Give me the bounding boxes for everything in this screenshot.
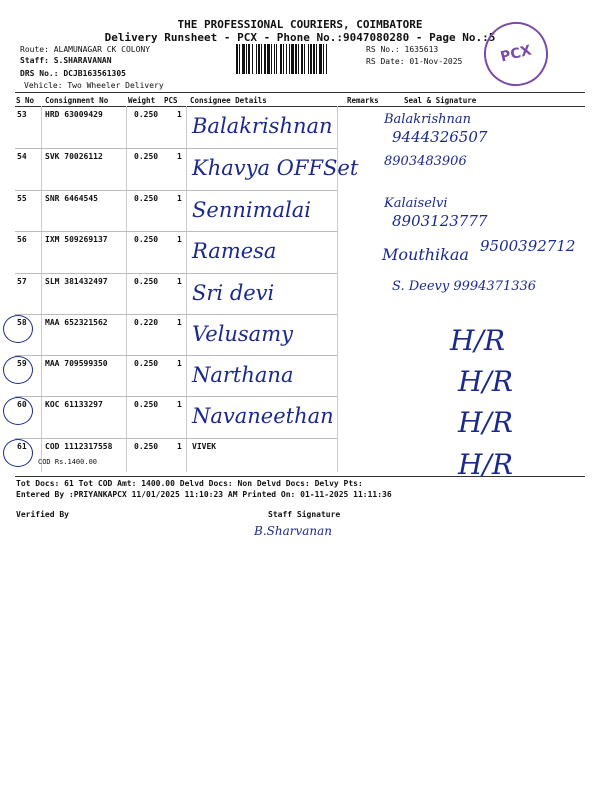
row-circle-mark (3, 315, 33, 343)
row-sno: 60 (17, 400, 27, 409)
barcode-bar (236, 44, 238, 74)
row-weight: 0.250 (134, 235, 159, 244)
col-divider (41, 106, 42, 472)
row-divider (15, 355, 337, 356)
row-consignment: HRD 63009429 (45, 110, 103, 119)
row-divider (15, 396, 337, 397)
row-phone: 8903123777 (392, 212, 488, 230)
barcode-bar (248, 44, 250, 74)
barcode-bar (326, 44, 327, 74)
row-sno: 58 (17, 318, 27, 327)
runsheet-subtitle: Delivery Runsheet - PCX - Phone No.:9047080280 - Page No.:5 (104, 31, 496, 44)
drs-label: DRS No.: DCJB163561305 (20, 69, 126, 78)
row-consignment: COD 1112317558 (45, 442, 113, 451)
row-sno: 56 (17, 235, 27, 244)
row-consignment: SNR 6464545 (45, 194, 98, 203)
barcode-bar (286, 44, 287, 74)
barcode-bar (283, 44, 284, 74)
header-rule-bottom (15, 106, 585, 107)
row-weight: 0.220 (134, 318, 159, 327)
row-cod-amount: COD Rs.1400.00 (38, 458, 98, 466)
barcode-bar (308, 44, 309, 74)
row-circle-mark (3, 397, 33, 425)
barcode-bar (264, 44, 266, 74)
row-weight: 0.250 (134, 442, 159, 451)
barcode-bar (239, 44, 240, 74)
staff-signature-label: Staff Signature (268, 510, 341, 519)
row-signature: H/R (458, 406, 513, 439)
row-sno: 55 (17, 194, 27, 203)
row-weight: 0.250 (134, 110, 159, 119)
row-consignee-handwritten: Khavya OFFSet (192, 156, 359, 180)
barcode-bar (316, 44, 317, 74)
col-pcs: PCS (164, 96, 178, 105)
row-weight: 0.250 (134, 277, 159, 286)
rs-date: RS Date: 01-Nov-2025 (366, 57, 463, 66)
row-consignee: VIVEK (192, 442, 217, 451)
row-phone: 9444326507 (392, 128, 488, 146)
row-pcs: 1 (177, 194, 182, 203)
barcode-bar (280, 44, 282, 74)
row-consignment: IXM 509269137 (45, 235, 108, 244)
barcode-bar (319, 44, 322, 74)
row-consignee-handwritten: Balakrishnan (192, 114, 333, 138)
row-signature: Mouthikaa (382, 245, 469, 264)
row-signature: S. Deevy 9994371336 (392, 279, 537, 294)
row-consignment: MAA 709599350 (45, 359, 108, 368)
row-divider (15, 438, 337, 439)
staff-signature: B.Sharvanan (254, 524, 333, 538)
barcode (236, 44, 362, 74)
header-rule-top (15, 92, 585, 93)
barcode-bar (256, 44, 257, 74)
row-consignee-handwritten: Ramesa (192, 239, 277, 263)
row-circle-mark (3, 356, 33, 384)
staff-label: Staff: S.SHARAVANAN (20, 56, 112, 65)
row-phone: 9500392712 (480, 237, 576, 255)
row-consignment: SLM 381432497 (45, 277, 108, 286)
row-pcs: 1 (177, 318, 182, 327)
barcode-bar (252, 44, 253, 74)
row-divider (15, 314, 337, 315)
row-consignee-handwritten: Navaneethan (192, 404, 334, 428)
col-weight: Weight (128, 96, 156, 105)
row-pcs: 1 (177, 235, 182, 244)
row-signature: Balakrishnan (384, 112, 472, 127)
barcode-bar (313, 44, 315, 74)
row-consignment: MAA 652321562 (45, 318, 108, 327)
barcode-bar (274, 44, 275, 74)
barcode-bar (295, 44, 297, 74)
col-remarks: Remarks (347, 96, 379, 105)
row-signature: 8903483906 (384, 154, 467, 169)
rs-number: RS No.: 1635613 (366, 45, 439, 54)
col-divider (186, 106, 187, 472)
row-weight: 0.250 (134, 359, 159, 368)
totals-line: Tot Docs: 61 Tot COD Amt: 1400.00 Delvd Docs: Non Delvd Docs: Delvy Pts: (16, 479, 363, 488)
company-title: THE PROFESSIONAL COURIERS, COIMBATORE (177, 18, 423, 31)
col-consignee: Consignee Details (190, 96, 267, 105)
row-consignment: SVK 70026112 (45, 152, 103, 161)
col-divider (126, 106, 127, 472)
row-weight: 0.250 (134, 194, 159, 203)
barcode-bar (271, 44, 272, 74)
barcode-bar (298, 44, 299, 74)
route-label: Route: ALAMUNAGAR CK COLONY (20, 45, 151, 54)
row-pcs: 1 (177, 277, 182, 286)
row-signature: H/R (458, 448, 513, 481)
row-consignee-handwritten: Velusamy (192, 322, 293, 346)
barcode-bar (242, 44, 245, 74)
row-consignee-handwritten: Sennimalai (192, 198, 311, 222)
barcode-bar (267, 44, 270, 74)
row-divider (15, 148, 337, 149)
row-circle-mark (3, 439, 33, 467)
row-weight: 0.250 (134, 152, 159, 161)
barcode-bar (323, 44, 324, 74)
totals-rule (15, 476, 585, 477)
row-signature: H/R (450, 324, 505, 357)
barcode-bar (289, 44, 290, 74)
barcode-bar (310, 44, 312, 74)
row-signature: Kalaiselvi (384, 196, 448, 211)
row-signature: H/R (458, 365, 513, 398)
row-pcs: 1 (177, 152, 182, 161)
pcx-stamp: PCX (477, 15, 555, 93)
barcode-bar (246, 44, 247, 74)
row-sno: 61 (17, 442, 27, 451)
barcode-bar (258, 44, 260, 74)
col-consignment: Consignment No (45, 96, 109, 105)
col-sno: S No (16, 96, 35, 105)
row-pcs: 1 (177, 110, 182, 119)
row-pcs: 1 (177, 359, 182, 368)
barcode-bar (291, 44, 294, 74)
row-sno: 54 (17, 152, 27, 161)
row-consignee-handwritten: Narthana (192, 363, 294, 387)
row-divider (15, 273, 337, 274)
entered-by-line: Entered By :PRIYANKAPCX 11/01/2025 11:10:23 AM Printed On: 01-11-2025 11:11:36 (16, 490, 392, 499)
vehicle-label: Vehicle: Two Wheeler Delivery (24, 81, 164, 90)
row-pcs: 1 (177, 400, 182, 409)
col-seal: Seal & Signature (404, 96, 477, 105)
barcode-bar (301, 44, 303, 74)
verified-by-label: Verified By (16, 510, 69, 519)
barcode-bar (304, 44, 305, 74)
row-sno: 59 (17, 359, 27, 368)
row-sno: 57 (17, 277, 27, 286)
row-divider (15, 190, 337, 191)
row-sno: 53 (17, 110, 27, 119)
row-pcs: 1 (177, 442, 182, 451)
row-consignment: KOC 61133297 (45, 400, 103, 409)
barcode-bar (276, 44, 277, 74)
row-divider (15, 231, 337, 232)
row-weight: 0.250 (134, 400, 159, 409)
row-consignee-handwritten: Sri devi (192, 281, 275, 305)
barcode-bar (261, 44, 262, 74)
